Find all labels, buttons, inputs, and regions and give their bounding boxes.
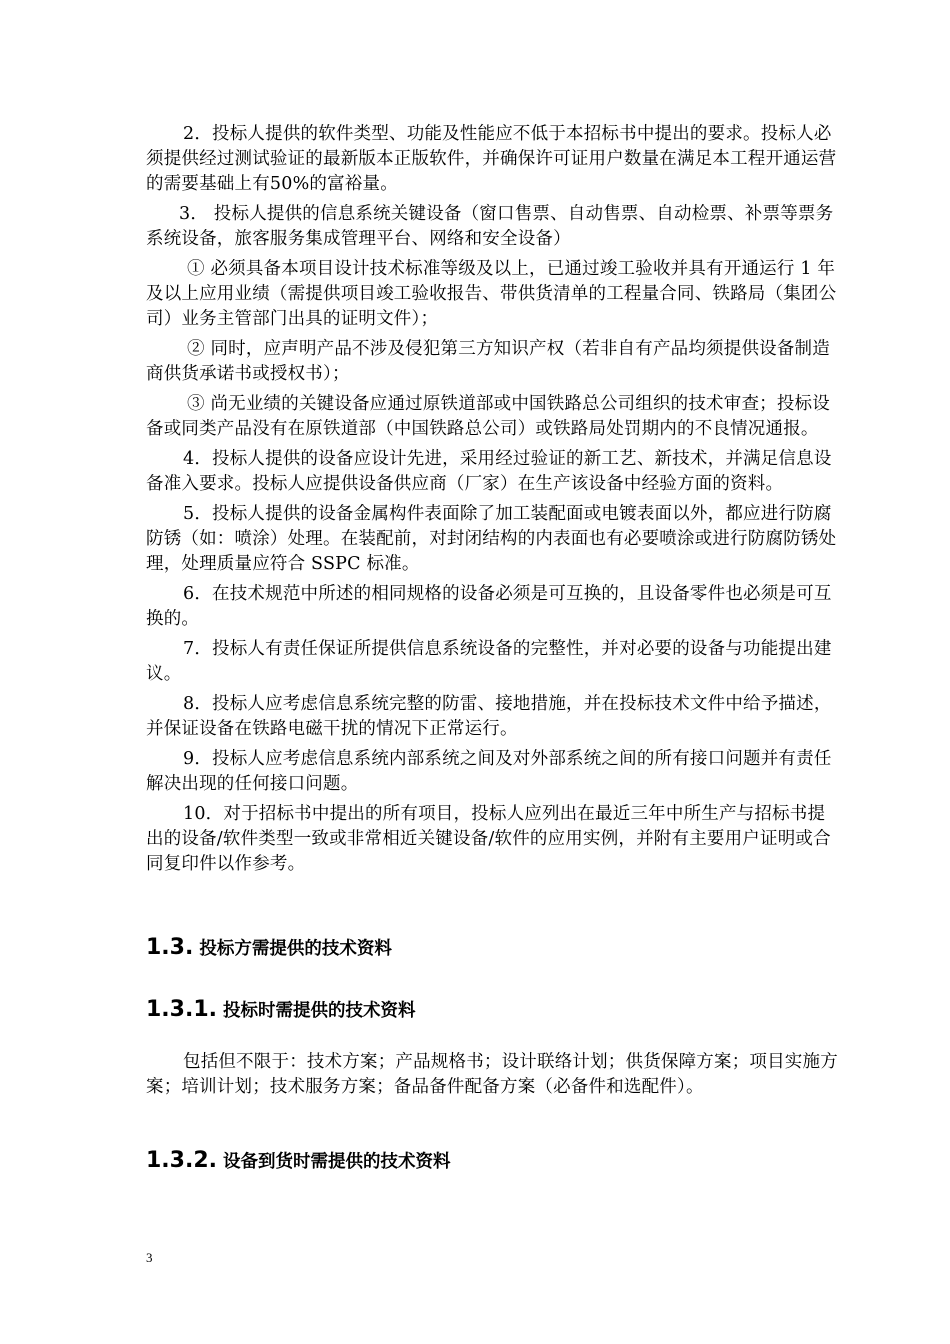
section-heading-1-3	[146, 932, 392, 960]
paragraph-2: 2．投标人提供的软件类型、功能及性能应不低于本招标书中提出的要求。投标人必须提供经过测试验证的最新版本正版软件，并确保许可证用户数量在满足本工程开通运营的需要基础上有50%的富裕量。	[146, 124, 837, 194]
paragraph-9: 9．投标人应考虑信息系统内部系统之间及对外部系统之间的所有接口问题并有责任解决出现的任何接口问题。	[146, 749, 832, 794]
paragraph-7: 7．投标人有责任保证所提供信息系统设备的完整性，并对必要的设备与功能提出建议。	[146, 639, 832, 684]
paragraph-4: 4．投标人提供的设备应设计先进，采用经过验证的新工艺、新技术，并满足信息设备准入要求。投标人应提供设备供应商（厂家）在生产该设备中经验方面的资料。	[146, 449, 832, 494]
section-number: 1.3.1.	[146, 997, 217, 1022]
paragraph-3-item-3: ③ 尚无业绩的关键设备应通过原铁道部或中国铁路总公司组织的技术审查；投标设备或同类产品没有在原铁道部（中国铁路总公司）或铁路局处罚期内的不良情况通报。	[146, 394, 830, 439]
section-title: 投标方需提供的技术资料	[199, 939, 392, 959]
section-1-3-1-body	[146, 1050, 838, 1105]
paragraph-deliverables: 包括但不限于：技术方案；产品规格书；设计联络计划；供货保障方案；项目实施方案；培训计划；技术服务方案；备品备件配备方案（必备件和选配件）。	[146, 1052, 838, 1097]
section-heading-1-3-1	[146, 997, 416, 1022]
section-title: 设备到货时需提供的技术资料	[223, 1152, 451, 1172]
paragraph-8: 8．投标人应考虑信息系统完整的防雷、接地措施，并在投标技术文件中给予描述，并保证设备在铁路电磁干扰的情况下正常运行。	[146, 694, 832, 739]
page-number: 3	[146, 1250, 153, 1265]
paragraph-3: 3． 投标人提供的信息系统关键设备（窗口售票、自动售票、自动检票、补票等票务系统设备，旅客服务集成管理平台、网络和安全设备）	[146, 204, 834, 249]
paragraph-3-item-2: ② 同时，应声明产品不涉及侵犯第三方知识产权（若非自有产品均须提供设备制造商供货承诺书或授权书）；	[146, 339, 830, 384]
paragraph-3-item-1: ① 必须具备本项目设计技术标准等级及以上，已通过竣工验收并具有开通运行 1 年及以上应用业绩（需提供项目竣工验收报告、带供货清单的工程量合同、铁路局（集团公司）业务主管部门出具的证明文件）；	[146, 259, 837, 329]
paragraph-5: 5．投标人提供的设备金属构件表面除了加工装配面或电镀表面以外，都应进行防腐防锈（如：喷涂）处理。在装配前，对封闭结构的内表面也有必要喷涂或进行防腐防锈处理，处理质量应符合 SSPC 标准。	[146, 504, 837, 574]
section-heading-1-3-2	[146, 1148, 451, 1173]
paragraph-6: 6．在技术规范中所述的相同规格的设备必须是可互换的，且设备零件也必须是可互换的。	[146, 584, 832, 629]
paragraph-10: 10．对于招标书中提出的所有项目，投标人应列出在最近三年中所生产与招标书提出的设备/软件类型一致或非常相近关键设备/软件的应用实例，并附有主要用户证明或合同复印件以作参考。	[146, 804, 831, 874]
section-title: 投标时需提供的技术资料	[223, 1001, 416, 1021]
requirements-body	[146, 122, 838, 882]
section-number: 1.3.	[146, 935, 194, 960]
section-number: 1.3.2.	[146, 1148, 217, 1173]
